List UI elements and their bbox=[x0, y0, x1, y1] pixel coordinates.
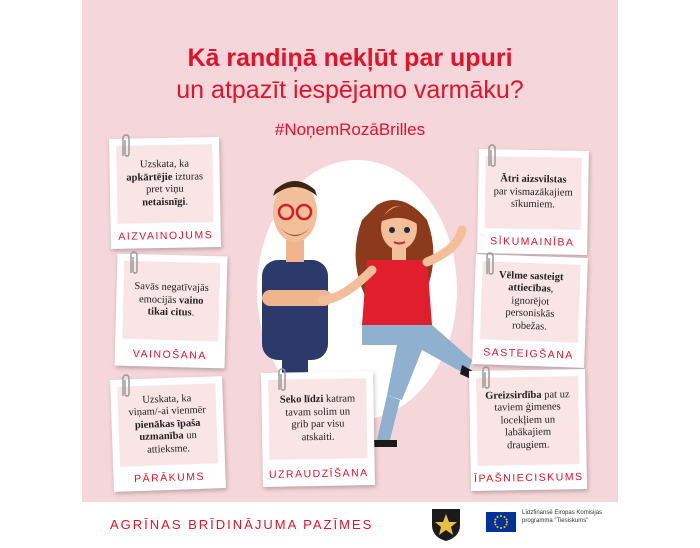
card-text bbox=[118, 392, 218, 458]
card-label: ĪPAŠNIECISKUMS bbox=[473, 471, 584, 485]
police-badge-logo bbox=[426, 505, 466, 543]
card-label: VAINOŠANA bbox=[132, 348, 207, 362]
poster bbox=[82, 0, 618, 548]
card-text bbox=[123, 281, 220, 321]
card-text-part: Uzskata, ka viņam/-ai vienmēr bbox=[128, 392, 207, 419]
card-text-emphasis: Ātri aizsvilstas bbox=[500, 173, 567, 186]
card-text-emphasis: netaisnīgi bbox=[142, 196, 186, 208]
paperclip-icon bbox=[276, 366, 288, 394]
card-text-emphasis: Seko līdzi bbox=[279, 393, 324, 406]
paperclip-icon bbox=[120, 132, 132, 160]
card-text bbox=[485, 173, 582, 212]
card-text bbox=[116, 158, 213, 210]
card-text bbox=[476, 389, 579, 453]
card-text-part: Uzskata, ka bbox=[139, 158, 190, 171]
eu-flag-logo bbox=[486, 512, 516, 532]
title-line-2: un atpazīt iespējamo varmāku? bbox=[176, 76, 524, 104]
card-label: SASTEIGŠANA bbox=[483, 346, 574, 362]
eu-cofunding-text: Līdzfinansē Eiropas Komisijas programma "Tiesiskums" bbox=[522, 510, 603, 524]
card-text-emphasis: apkārtējie bbox=[126, 171, 173, 184]
card-text-part: . bbox=[185, 196, 189, 208]
card-text-part: par vismazākajiem sīkumiem. bbox=[493, 186, 573, 211]
card-text-emphasis: Vēlme sasteigt attiecības bbox=[498, 269, 564, 295]
hashtag: #NoņemRozāBrilles bbox=[274, 120, 426, 139]
footer-bar bbox=[82, 502, 618, 548]
card-text-part: pat uz taviem ģimenes locekļiem un labākajiem draugiem. bbox=[494, 389, 570, 452]
paperclip-icon bbox=[484, 250, 496, 278]
card-text-part: Savās negatīvajās emocijās bbox=[134, 281, 209, 306]
footer-title: AGRĪNAS BRĪDINĀJUMA PAZĪMES bbox=[110, 517, 374, 532]
paperclip-icon bbox=[480, 364, 492, 392]
card-text-emphasis: Greizsirdība bbox=[485, 389, 542, 402]
card-text-part: un attieksme. bbox=[146, 430, 198, 456]
card-text-part: katram tavam solim un grib par visu atskaiti. bbox=[285, 393, 356, 443]
card-label: UZRAUDZĪŠANA bbox=[268, 467, 369, 481]
card-label: AIZVAINOJUMS bbox=[118, 229, 214, 243]
paperclip-icon bbox=[120, 372, 132, 400]
eu-stars-icon bbox=[486, 512, 516, 532]
card-text-part: izturas pret viņu bbox=[146, 170, 204, 196]
card-label: SĪKUMAINĪBA bbox=[490, 235, 575, 249]
card-text-part: . bbox=[191, 307, 195, 319]
card-text-part: , ignorējot personiskās robežas. bbox=[505, 283, 555, 333]
card-text-emphasis: pienākas īpaša uzmanība bbox=[134, 417, 201, 444]
title-line-1: Kā randiņā nekļūt par upuri bbox=[187, 44, 513, 72]
paperclip-icon bbox=[486, 142, 498, 170]
paperclip-icon bbox=[128, 249, 140, 277]
card-text-emphasis: vaino tikai citus bbox=[147, 294, 204, 319]
card-text bbox=[268, 393, 367, 445]
card-label: PĀRĀKUMS bbox=[133, 470, 206, 486]
card-text bbox=[480, 269, 580, 335]
